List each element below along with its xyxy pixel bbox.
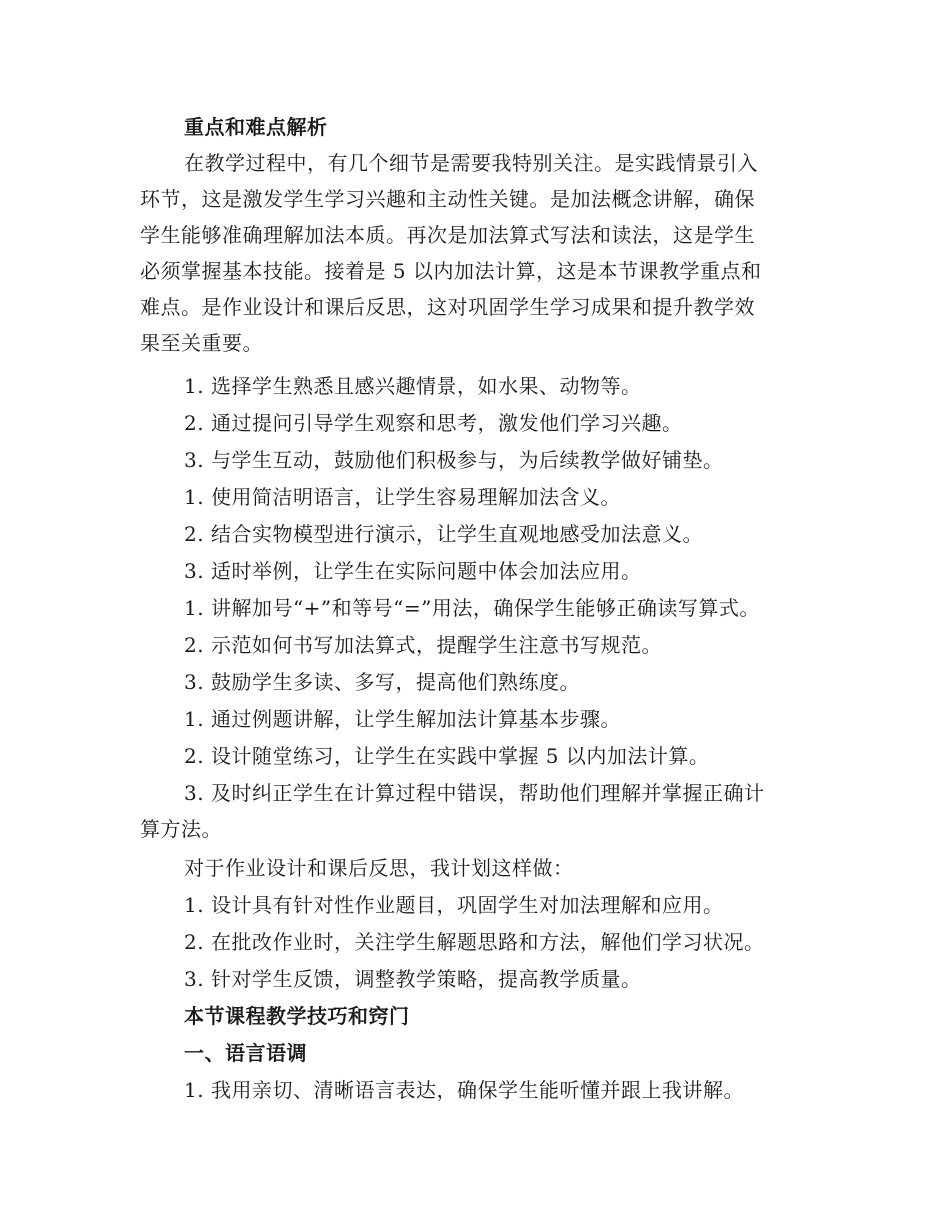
list-item: 2. 通过提问引导学生观察和思考，激发他们学习兴趣。 — [184, 411, 683, 435]
list-item: 1. 我用亲切、清晰语言表达，确保学生能听懂并跟上我讲解。 — [184, 1078, 744, 1102]
paragraph-line: 对于作业设计和课后反思，我计划这样做： — [184, 856, 574, 880]
list-item: 2. 在批改作业时，关注学生解题思路和方法，解他们学习状况。 — [184, 930, 765, 954]
list-item: 2. 示范如何书写加法算式，提醒学生注意书写规范。 — [184, 633, 662, 657]
paragraph-line: 在教学过程中，有几个细节是需要我特别关注。是实践情景引入 — [184, 151, 758, 175]
paragraph-line: 必须掌握基本技能。接着是 5 以内加法计算，这是本节课教学重点和 — [140, 259, 762, 283]
list-item: 1. 讲解加号“+”和等号“=”用法，确保学生能够正确读写算式。 — [184, 596, 760, 620]
list-item: 1. 选择学生熟悉且感兴趣情景，如水果、动物等。 — [184, 374, 642, 398]
section-heading: 重点和难点解析 — [184, 115, 328, 139]
list-item: 3. 及时纠正学生在计算过程中错误，帮助他们理解并掌握正确计 — [184, 781, 765, 805]
list-item: 3. 与学生互动，鼓励他们积极参与，为后续教学做好铺垫。 — [184, 448, 724, 472]
list-item: 2. 结合实物模型进行演示，让学生直观地感受加法意义。 — [184, 522, 703, 546]
list-item: 3. 针对学生反馈，调整教学策略，提高教学质量。 — [184, 967, 642, 991]
list-item: 1. 通过例题讲解，让学生解加法计算基本步骤。 — [184, 707, 621, 731]
list-item: 3. 适时举例，让学生在实际问题中体会加法应用。 — [184, 559, 642, 583]
list-item: 1. 设计具有针对性作业题目，巩固学生对加法理解和应用。 — [184, 893, 724, 917]
list-item: 3. 鼓励学生多读、多写，提高他们熟练度。 — [184, 670, 580, 694]
list-item: 2. 设计随堂练习，让学生在实践中掌握 5 以内加法计算。 — [184, 744, 710, 768]
subsection-heading: 一、语言语调 — [184, 1041, 307, 1065]
paragraph-line: 环节，这是激发学生学习兴趣和主动性关键。是加法概念讲解，确保 — [140, 187, 755, 211]
paragraph-line: 果至关重要。 — [140, 331, 263, 355]
paragraph-line: 学生能够准确理解加法本质。再次是加法算式写法和读法，这是学生 — [140, 223, 755, 247]
paragraph-line: 难点。是作业设计和课后反思，这对巩固学生学习成果和提升教学效 — [140, 295, 755, 319]
list-item-continuation: 算方法。 — [140, 817, 222, 841]
section-heading: 本节课程教学技巧和窍门 — [184, 1004, 410, 1028]
list-item: 1. 使用简洁明语言，让学生容易理解加法含义。 — [184, 485, 621, 509]
